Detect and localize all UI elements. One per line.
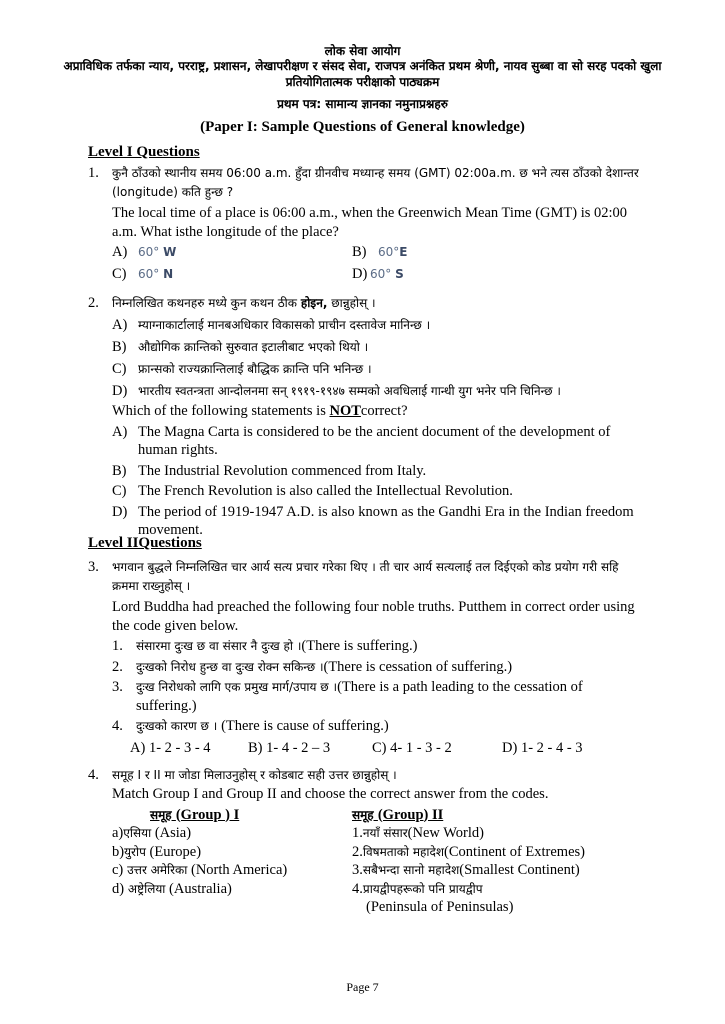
option-b-english: B) The Industrial Revolution commenced from Italy. <box>112 462 427 479</box>
group-2-item: 4.प्रायद्वीपहरूको पनि प्रायद्वीप <box>352 880 483 897</box>
option-d-nepali: D) भारतीय स्वतन्त्रता आन्दोलनमा सन् १९१९-१९४७ सम्मको अवधिलाई गान्धी युग भनेर पनि चिनिन्छ । <box>112 383 561 399</box>
option-c-nepali: C) फ्रान्सको राज्यक्रान्तिलाई बौद्धिक क्रान्ति पनि भनिन्छ । <box>112 361 372 377</box>
code-a: A) 1- 2 - 3 - 4 <box>130 739 211 756</box>
option-d-english: D) The period of 1919-1947 A.D. is also known as the Gandhi Era in the Indian freedom movement. <box>112 503 634 538</box>
question-number: 3. <box>88 559 99 575</box>
level-2-heading: Level IIQuestions <box>88 535 202 551</box>
truth-item: 1. संसारमा दुःख छ वा संसार नै दुःख हो ।(There is suffering.) <box>112 638 418 654</box>
group-2-heading: समूह (Group) II <box>352 806 444 823</box>
question-3 <box>88 558 640 757</box>
option-b-nepali: B) औद्योगिक क्रान्तिको सुरुवात इटालीबाट भएको थियो । <box>112 339 369 355</box>
syllabus-subtitle: अप्राविधिक तर्फका न्याय, परराष्ट्र, प्रशासन, लेखापरीक्षण र संसद सेवा, राजपत्र अनंकित प्रथम श्रेणी, नायव सुब्बा वा सो सरह पदको खुला प्रतियोगितात्मक परीक्षाको पाठ्यक्रम <box>63 59 662 89</box>
group-1-item: d) अष्ट्रेलिया (Australia) <box>112 880 232 897</box>
option-b: B) 60°E <box>352 244 408 260</box>
truth-item: 2. दुःखको निरोध हुन्छ वा दुःख रोक्न सकिन्छ ।(There is cessation of suffering.) <box>112 658 513 675</box>
level-1-heading: Level I Questions <box>88 144 200 160</box>
question-1 <box>88 164 640 283</box>
group-1-heading: समूह (Group ) I <box>150 806 240 823</box>
truth-item: 4. दुःखको कारण छ । (There is cause of suffering.) <box>112 718 389 734</box>
question-number: 4. <box>88 767 99 783</box>
truth-item: 3. दुःख निरोधको लागि एक प्रमुख मार्ग/उपाय छ ।(There is a path leading to the cessation of suffering.) <box>112 679 583 714</box>
option-c: C) 60° N <box>112 265 174 282</box>
question-text-english: The local time of a place is 06:00 a.m., when the Greenwich Mean Time (GMT) is 02:00 a.m. What isthe longitude of the place? <box>112 205 628 240</box>
group-2-item: 3.सबैभन्दा सानो महादेश(Smallest Continent) <box>352 862 580 878</box>
group-2-item: 1.नयाँ संसार(New World) <box>352 825 484 841</box>
code-c: C) 4- 1 - 3 - 2 <box>372 739 452 756</box>
commission-title: लोक सेवा आयोग <box>324 44 401 58</box>
code-b: B) 1- 4 - 2 – 3 <box>248 739 331 756</box>
option-c-english: C) The French Revolution is also called the Intellectual Revolution. <box>112 483 513 499</box>
question-number: 1. <box>88 165 99 181</box>
question-text-nepali: कुनै ठाँउको स्थानीय समय 06:00 a.m. हुँदा ग्रीनवीच मध्यान्ह समय (GMT) 02:00a.m. छ भने त्यस ठाँउको देशान्तर (longitude) कति हुन्छ ? <box>112 166 639 199</box>
question-text-english: Which of the following statements is NOTcorrect? <box>112 403 408 419</box>
paper-title-nepali: प्रथम पत्र: सामान्य ज्ञानका नमुनाप्रश्नहरु <box>277 97 448 111</box>
options-grid <box>112 243 640 283</box>
answer-codes <box>130 739 640 758</box>
code-d: D) 1- 2 - 4 - 3 <box>502 739 583 756</box>
option-a-nepali: A) म्याग्नाकार्टालाई मानबअधिकार विकासको प्राचीन दस्तावेज मानिन्छ । <box>112 317 431 333</box>
option-a: A) 60° W <box>112 244 177 260</box>
option-d: D) 60° S <box>352 265 404 282</box>
question-text-nepali: समूह I र II मा जोडा मिलाउनुहोस् र कोडबाट सही उत्तर छान्नुहोस् । <box>112 768 397 782</box>
match-groups <box>112 806 640 917</box>
options-english <box>112 423 640 540</box>
question-number: 2. <box>88 295 99 311</box>
question-4 <box>88 766 640 917</box>
group-1-item: c) उत्तर अमेरिका (North America) <box>112 862 288 878</box>
group-2-item: 2.विषमताको महादेश(Continent of Extremes) <box>352 843 585 860</box>
options-nepali <box>112 315 640 401</box>
group-1-item: a)एसिया (Asia) <box>112 825 192 841</box>
question-text-english: Lord Buddha had preached the following four noble truths. Putthem in correct order using the code given below. <box>112 599 635 634</box>
group-2-item-continuation: (Peninsula of Peninsulas) <box>366 899 514 915</box>
group-1-item: b)युरोप (Europe) <box>112 843 202 860</box>
option-a-english: A) The Magna Carta is considered to be the ancient document of the development of human rights. <box>112 423 611 458</box>
page-number: Page 7 <box>346 980 379 994</box>
truths-list <box>112 637 640 736</box>
question-text-nepali: भगवान बुद्धले निम्नलिखित चार आर्य सत्य प्रचार गरेका थिए । ती चार आर्य सत्यलाई तल दिईएको कोड प्रयोग गरी सहि क्रममा राख्नुहोस् । <box>112 560 619 593</box>
question-text-nepali: निम्नलिखित कथनहरु मध्ये कुन कथन ठीक होइन, छान्नुहोस् । <box>112 296 376 310</box>
question-text-english: Match Group I and Group II and choose the correct answer from the codes. <box>112 786 549 802</box>
paper-title-english: (Paper I: Sample Questions of General knowledge) <box>200 119 525 135</box>
question-2 <box>88 294 640 540</box>
